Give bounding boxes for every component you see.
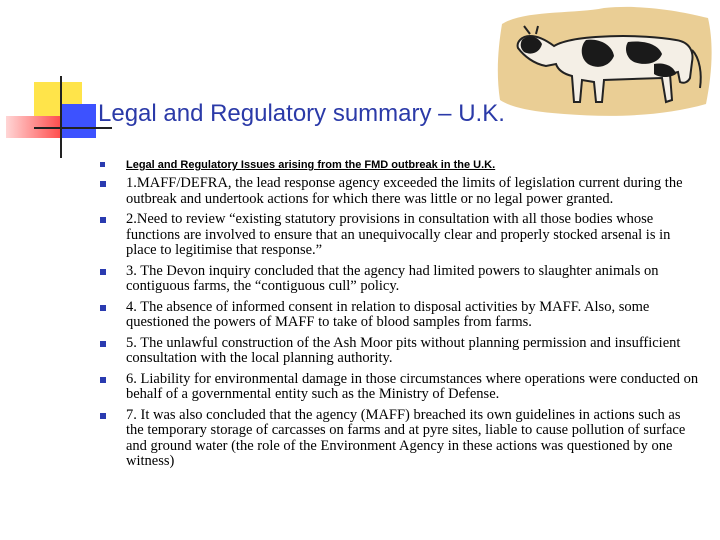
list-item	[100, 264, 700, 295]
list-item-text: 4. The absence of informed consent in relation to disposal activities by MAFF. Also, some questioned the powers of MAFF to take of blood samples from farms.	[126, 298, 650, 330]
list-item-text: 1.MAFF/DEFRA, the lead response agency exceeded the limits of legislation current during the outbreak and undertook actions for which there was little or no legal power granted.	[126, 175, 683, 207]
bullet-marker	[100, 305, 106, 311]
decor-blue-square	[60, 104, 96, 138]
list-item	[100, 372, 700, 403]
list-item-text: 6. Liability for environmental damage in those circumstances where operations were conducted on behalf of a governmental entity such as the Ministry of Defense.	[126, 370, 699, 402]
bullet-marker	[100, 269, 106, 275]
list-item	[100, 176, 700, 207]
list-item-text: 3. The Devon inquiry concluded that the agency had limited powers to slaughter animals on contiguous farms, the “contiguous cull” policy.	[126, 262, 659, 294]
bullet-marker	[100, 217, 106, 223]
list-item	[100, 408, 700, 470]
list-item-text: 7. It was also concluded that the agency (MAFF) breached its own guidelines in actions such as the temporary storage of carcasses on farms and at pyre sites, liable to cause pollution of surface and ground water (the role of the Environment Agency in these actions was questioned by one witness)	[126, 406, 686, 469]
bullet-list	[100, 158, 700, 475]
bullet-marker	[100, 413, 106, 419]
cow-icon	[494, 4, 716, 122]
list-item-text: 5. The unlawful construction of the Ash Moor pits without planning permission and insufficient consultation with the local planning authority.	[126, 334, 681, 366]
bullet-marker	[100, 377, 106, 383]
bullet-marker	[100, 181, 106, 187]
bullet-marker	[100, 162, 105, 167]
list-heading-item	[100, 158, 700, 172]
list-heading: Legal and Regulatory Issues arising from the FMD outbreak in the U.K.	[126, 159, 496, 171]
slide-title: Legal and Regulatory summary – U.K.	[98, 100, 505, 127]
list-item	[100, 212, 700, 259]
list-item	[100, 336, 700, 367]
bullet-marker	[100, 341, 106, 347]
list-item	[100, 300, 700, 331]
list-item-text: 2.Need to review “existing statutory provisions in consultation with all those bodies whose functions are involved to ensure that an unequivocally clear and properly stocked arsenal is in place to legitimise that response.”	[126, 211, 671, 258]
decor-vertical-line	[60, 76, 62, 158]
